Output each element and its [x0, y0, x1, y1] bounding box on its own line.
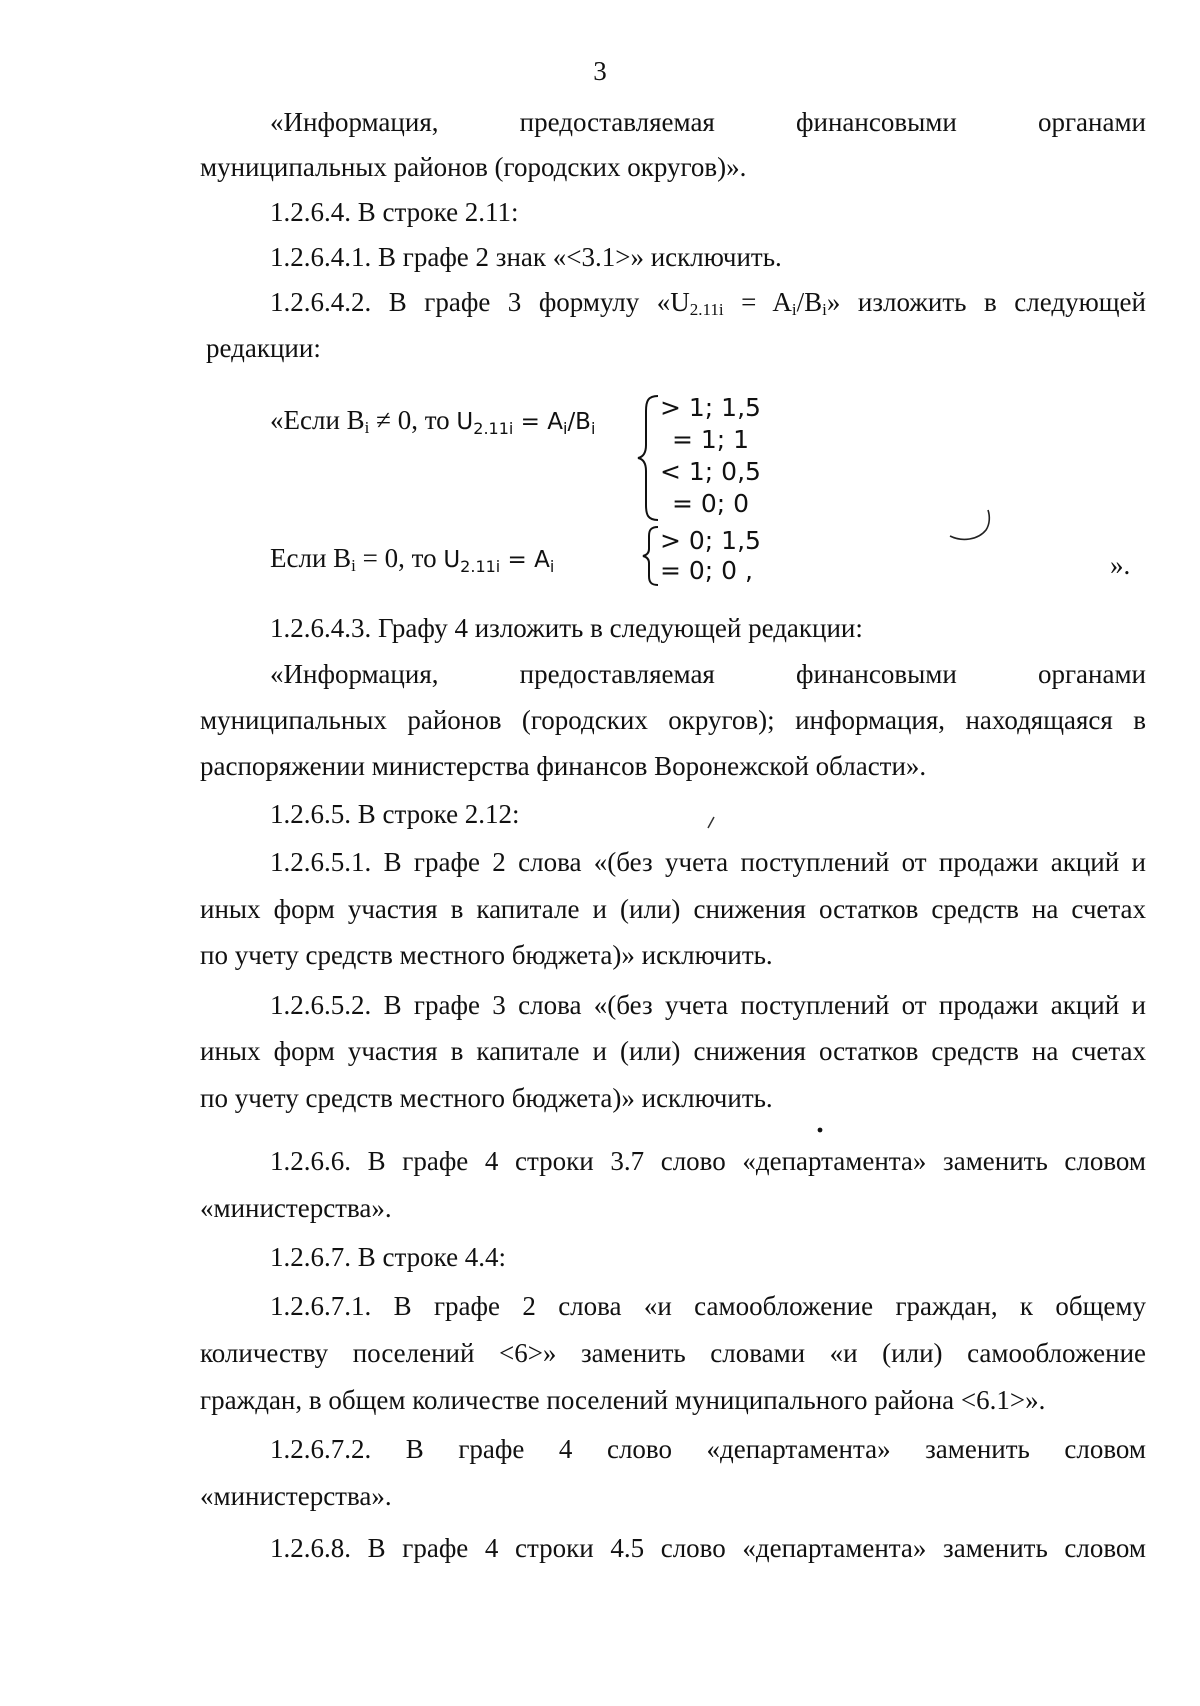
- paragraph-line: 1.2.6.4.3. Графу 4 изложить в следующей редакции:: [270, 613, 863, 643]
- paragraph-line: 1.2.6.5. В строке 2.12:: [270, 799, 520, 829]
- case-line: > 1; 1,5: [660, 393, 761, 422]
- case-line: > 0; 1,5: [660, 526, 761, 555]
- text-run: Если B: [270, 543, 352, 573]
- curly-brace-small: [640, 524, 662, 588]
- stray-mark: [705, 815, 717, 831]
- subscript: i: [791, 300, 797, 319]
- formula-line-2: [270, 541, 630, 584]
- paragraph-line: 1.2.6.4.1. В графе 2 знак «<3.1>» исключить.: [270, 242, 782, 272]
- paragraph-line: иных форм участия в капитале и (или) снижения остатков средств на счетах: [200, 1036, 1146, 1066]
- paragraph-line: 1.2.6.8. В графе 4 строки 4.5 слово «департамента» заменить словом: [270, 1533, 1146, 1563]
- paragraph-line: по учету средств местного бюджета)» исключить.: [200, 940, 773, 970]
- paragraph-line: распоряжении министерства финансов Воронежской области».: [200, 751, 927, 781]
- text-run: » изложить в следующей: [826, 287, 1146, 317]
- text-run: = 0, то: [355, 543, 444, 573]
- text-run: /B: [796, 287, 823, 317]
- paragraph-line: иных форм участия в капитале и (или) снижения остатков средств на счетах: [200, 894, 1146, 924]
- subscript: 2.11i: [460, 557, 501, 576]
- paragraph-line: 1.2.6.5.1. В графе 2 слова «(без учета поступлений от продажи акций и: [270, 847, 1146, 877]
- formula-symbol: U: [443, 547, 461, 573]
- formula-symbol: U: [456, 409, 474, 435]
- subscript: i: [562, 419, 568, 438]
- paragraph-line: 1.2.6.5.2. В графе 3 слова «(без учета поступлений от продажи акций и: [270, 990, 1146, 1020]
- paragraph-line: [270, 285, 1146, 327]
- subscript: i: [549, 557, 555, 576]
- paragraph-line: граждан, в общем количестве поселений муниципального района <6.1>».: [200, 1385, 1046, 1415]
- formula-line-1: [270, 403, 670, 446]
- paragraph-line: «Информация, предоставляемая финансовыми органами: [270, 659, 1146, 689]
- paragraph-line: по учету средств местного бюджета)» исключить.: [200, 1083, 773, 1113]
- page-number: 3: [593, 56, 607, 86]
- paragraph-line: 1.2.6.4. В строке 2.11:: [270, 197, 519, 227]
- paragraph-line: редакции:: [206, 333, 321, 363]
- subscript: i: [351, 556, 356, 575]
- paragraph-line: «министерства».: [200, 1193, 392, 1223]
- pen-mark: [948, 508, 996, 544]
- subscript: 2.11i: [689, 300, 724, 319]
- subscript: i: [822, 300, 827, 319]
- paragraph-line: муниципальных районов (городских округов); информация, находящаяся в: [200, 705, 1146, 735]
- curly-brace-large: [636, 393, 662, 523]
- formula-symbol: = A: [500, 547, 550, 573]
- case-line: = 0; 0: [672, 489, 750, 518]
- paragraph-line: 1.2.6.7.2. В графе 4 слово «департамента» заменить словом: [270, 1434, 1146, 1464]
- stray-dot: [816, 1126, 824, 1134]
- text-run: «Если B: [270, 405, 365, 435]
- subscript: i: [590, 419, 596, 438]
- text-run: = A: [723, 287, 792, 317]
- closing-quote: ».: [1110, 550, 1131, 580]
- paragraph-line: количеству поселений <6>» заменить словами «и (или) самообложение: [200, 1338, 1146, 1368]
- paragraph-line: 1.2.6.6. В графе 4 строки 3.7 слово «департамента» заменить словом: [270, 1146, 1146, 1176]
- subscript: 2.11i: [473, 419, 514, 438]
- paragraph-line: 1.2.6.7. В строке 4.4:: [270, 1242, 507, 1272]
- subscript: i: [364, 418, 370, 437]
- paragraph-line: «Информация, предоставляемая финансовыми органами: [270, 107, 1146, 137]
- text-run: 1.2.6.4.2. В графе 3 формулу «U: [270, 287, 690, 317]
- case-line: = 0; 0 ,: [660, 556, 753, 585]
- paragraph-line: 1.2.6.7.1. В графе 2 слова «и самообложение граждан, к общему: [270, 1291, 1146, 1321]
- case-line: < 1; 0,5: [660, 457, 761, 486]
- formula-symbol: = A: [513, 409, 563, 435]
- paragraph-line: «министерства».: [200, 1481, 392, 1511]
- paragraph-line: муниципальных районов (городских округов)».: [200, 152, 747, 182]
- text-run: ≠ 0, то: [369, 405, 457, 435]
- formula-symbol: /B: [567, 409, 591, 435]
- case-line: = 1; 1: [672, 425, 750, 454]
